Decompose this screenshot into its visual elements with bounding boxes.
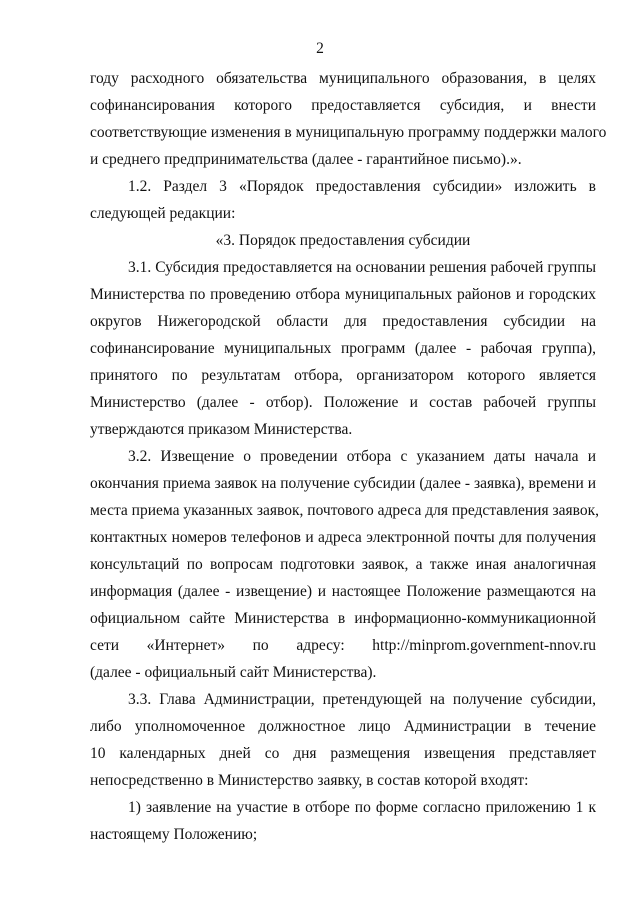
text-line: 3.2. Извещение о проведении отбора с указанием даты начала и (128, 448, 596, 465)
text-line: следующей редакции: (90, 205, 236, 222)
text-line: софинансирование муниципальных программ (далее - рабочая группа), (90, 340, 596, 357)
text-line: 1.2. Раздел 3 «Порядок предоставления субсидии» изложить в (128, 178, 596, 195)
text-line: и среднего предпринимательства (далее - гарантийное письмо).». (90, 151, 522, 168)
text-line: информация (далее - извещение) и настоящее Положение размещаются на (90, 583, 596, 600)
text-line: окончания приема заявок на получение субсидии (далее - заявка), времени и (90, 475, 596, 492)
text-line: 3.3. Глава Администрации, претендующей на получение субсидии, (128, 691, 596, 708)
text-line: 1) заявление на участие в отборе по форме согласно приложению 1 к (128, 799, 596, 816)
text-line: настоящему Положению; (90, 826, 258, 843)
text-line: официальном сайте Министерства в информационно-коммуникационной (90, 610, 596, 627)
text-line: соответствующие изменения в муниципальную программу поддержки малого (90, 124, 607, 141)
text-line: места приема указанных заявок, почтового адреса для представления заявок, (90, 502, 599, 519)
text-line: сети «Интернет» по адресу: http://minprom.government-nnov.ru (90, 637, 596, 654)
text-line: непосредственно в Министерство заявку, в состав которой входят: (90, 772, 529, 789)
text-line: (далее - официальный сайт Министерства). (90, 664, 377, 681)
text-line: округов Нижегородской области для предоставления субсидии на (90, 313, 596, 330)
page-number: 2 (316, 40, 324, 57)
text-line: либо уполномоченное должностное лицо Администрации в течение (90, 718, 596, 735)
text-line: контактных номеров телефонов и адреса электронной почты для получения (90, 529, 596, 546)
text-line: 10 календарных дней со дня размещения извещения представляет (90, 745, 596, 762)
text-line: консультаций по вопросам подготовки заявок, а также иная аналогичная (90, 556, 596, 573)
text-line: софинансирования которого предоставляется субсидия, и внести (90, 97, 596, 114)
text-line: Министерство (далее - отбор). Положение и состав рабочей группы (90, 394, 596, 411)
text-line: году расходного обязательства муниципального образования, в целях (90, 70, 596, 87)
section-heading: «3. Порядок предоставления субсидии (215, 232, 471, 249)
text-line: принятого по результатам отбора, организатором которого является (90, 367, 596, 384)
text-line: 3.1. Субсидия предоставляется на основании решения рабочей группы (128, 259, 596, 276)
text-line: утверждаются приказом Министерства. (90, 421, 353, 438)
text-line: Министерства по проведению отбора муниципальных районов и городских (90, 286, 596, 303)
